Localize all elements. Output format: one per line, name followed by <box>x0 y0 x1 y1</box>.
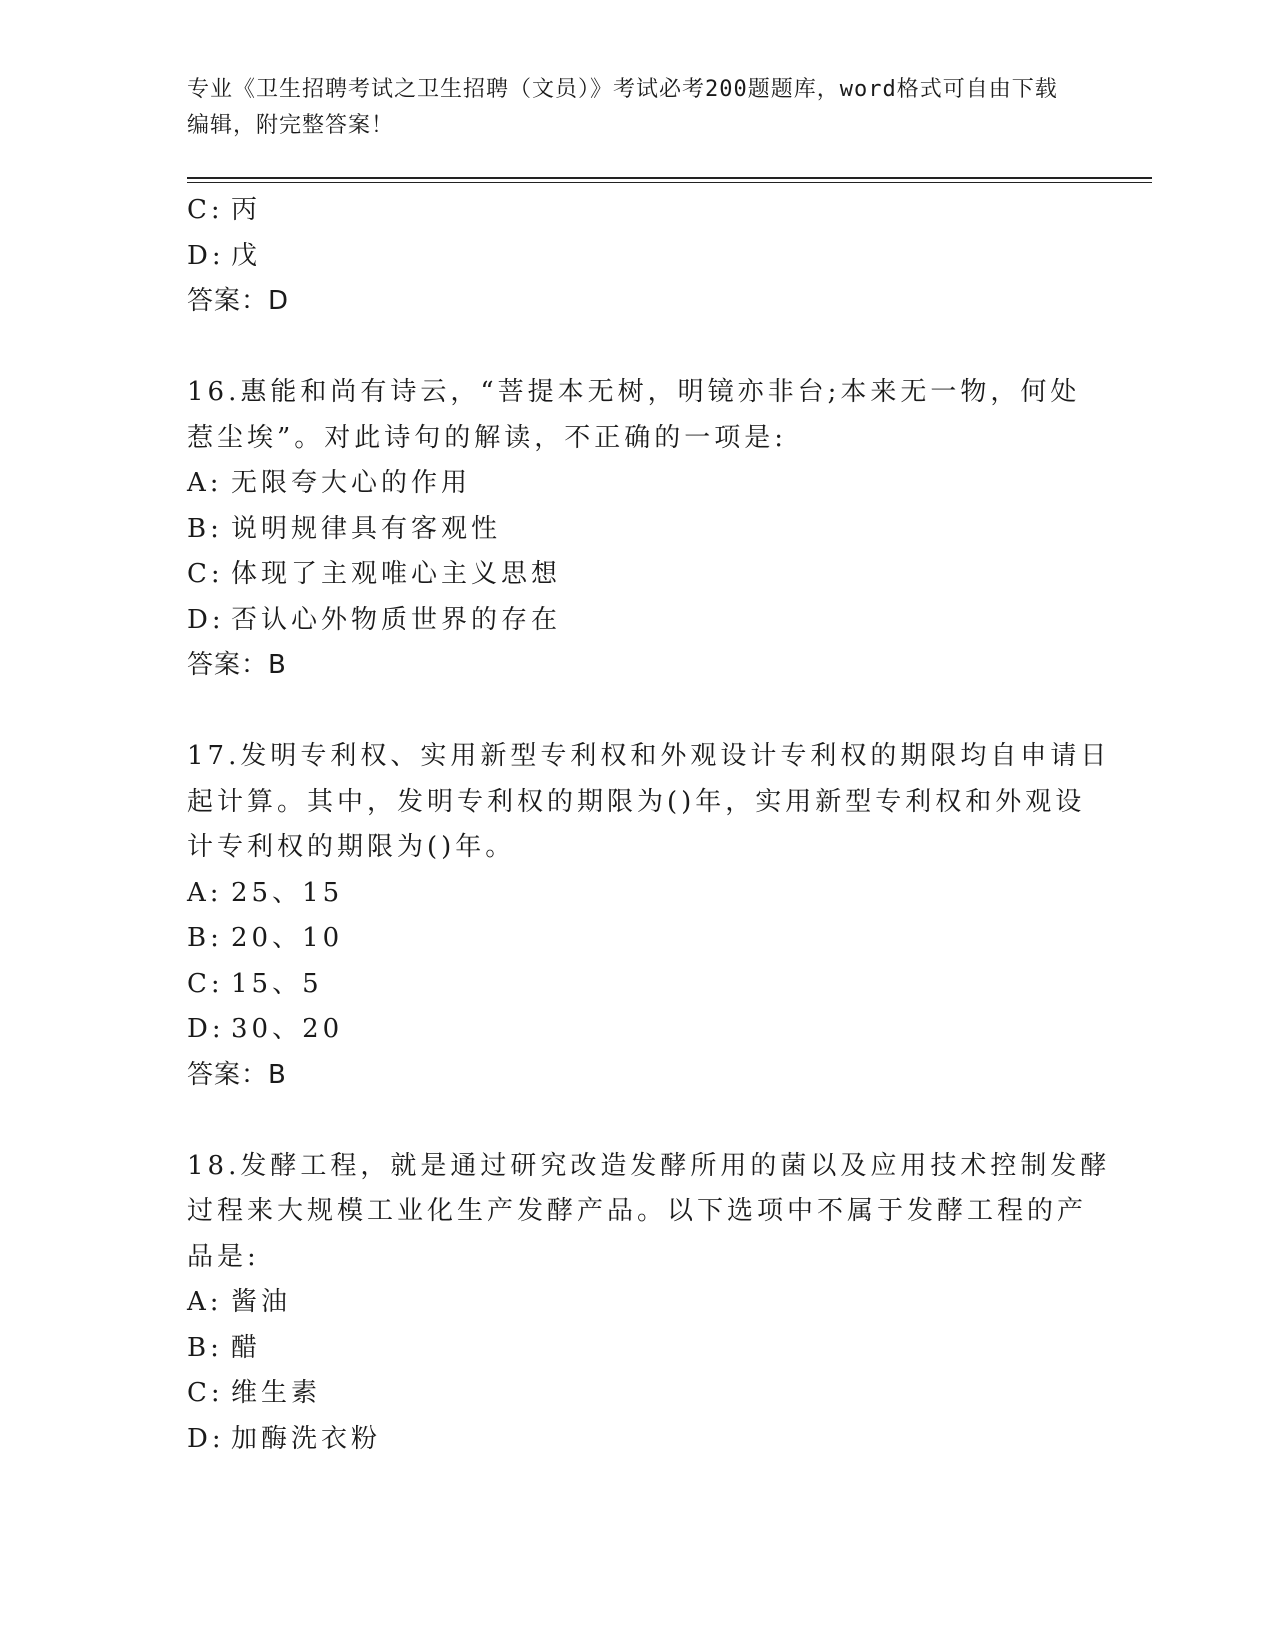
question-text-line: 18.发酵工程，就是通过研究改造发酵所用的菌以及应用技术控制发酵 <box>187 1150 1111 1181</box>
option-text: 体现了主观唯心主义思想 <box>231 559 562 589</box>
question-text-line: 16.惠能和尚有诗云，“菩提本无树，明镜亦非台;本来无一物，何处 <box>187 377 1081 407</box>
option-label: B: <box>187 923 223 953</box>
option-line <box>187 1371 1087 1417</box>
option-text: 30、20 <box>231 1014 344 1044</box>
question-text-line: 计专利权的期限为()年。 <box>187 832 516 862</box>
option-text: 否认心外物质世界的存在 <box>231 604 562 635</box>
option-label: A: <box>187 1287 223 1317</box>
answer-line: 答案：B <box>187 650 287 680</box>
document-body <box>187 188 1111 1462</box>
option-line <box>187 962 1087 1008</box>
option-label: C: <box>187 968 224 999</box>
option-line <box>187 188 1087 234</box>
option-text: 无限夸大心的作用 <box>231 468 472 498</box>
option-label: C: <box>187 1378 224 1408</box>
option-text: 说明规律具有客观性 <box>231 513 502 544</box>
header-divider-thick <box>187 177 1152 179</box>
spacer <box>187 1098 1087 1144</box>
question-text-line: 起计算。其中，发明专利权的期限为()年，实用新型专利权和外观设 <box>187 786 1086 817</box>
option-line <box>187 871 1087 917</box>
option-label: D: <box>187 604 225 635</box>
option-text: 25、15 <box>231 877 344 908</box>
header-divider-thin <box>187 182 1152 183</box>
question-text-line: 品是: <box>187 1241 260 1272</box>
question-text-line: 惹尘埃”。对此诗句的解读，不正确的一项是: <box>187 422 788 453</box>
option-line <box>187 1280 1087 1326</box>
question-text-line: 过程来大规模工业化生产发酵产品。以下选项中不属于发酵工程的产 <box>187 1196 1088 1226</box>
option-label: B: <box>187 1332 223 1363</box>
option-label: D: <box>187 240 225 271</box>
answer-line: 答案：B <box>187 1059 287 1090</box>
option-line <box>187 598 1087 644</box>
option-text: 维生素 <box>231 1378 322 1408</box>
option-line <box>187 1417 1087 1463</box>
spacer <box>187 689 1087 735</box>
spacer <box>187 325 1087 371</box>
option-text: 酱油 <box>231 1287 292 1317</box>
option-line <box>187 461 1087 507</box>
option-label: C: <box>187 559 224 589</box>
option-label: D: <box>187 1014 225 1044</box>
option-label: A: <box>187 877 223 908</box>
option-text: 醋 <box>231 1332 262 1363</box>
option-label: B: <box>187 513 223 544</box>
option-text: 丙 <box>231 195 262 225</box>
option-label: A: <box>187 468 223 498</box>
option-line <box>187 1007 1087 1053</box>
option-text: 加酶洗衣粉 <box>231 1423 382 1454</box>
option-line <box>187 1326 1087 1372</box>
option-label: C: <box>187 195 224 225</box>
page-header-text: 专业《卫生招聘考试之卫生招聘（文员）》考试必考200题题库，word格式可自由下载编辑，附完整答案！ <box>187 77 1058 138</box>
option-label: D: <box>187 1423 225 1454</box>
option-line <box>187 552 1087 598</box>
answer-line: 答案：D <box>187 286 290 316</box>
option-line <box>187 234 1087 280</box>
option-text: 戊 <box>231 240 262 271</box>
option-line <box>187 916 1087 962</box>
option-line <box>187 507 1087 553</box>
option-text: 15、5 <box>231 968 323 999</box>
question-text-line: 17.发明专利权、实用新型专利权和外观设计专利权的期限均自申请日 <box>187 741 1111 771</box>
option-text: 20、10 <box>231 923 344 953</box>
